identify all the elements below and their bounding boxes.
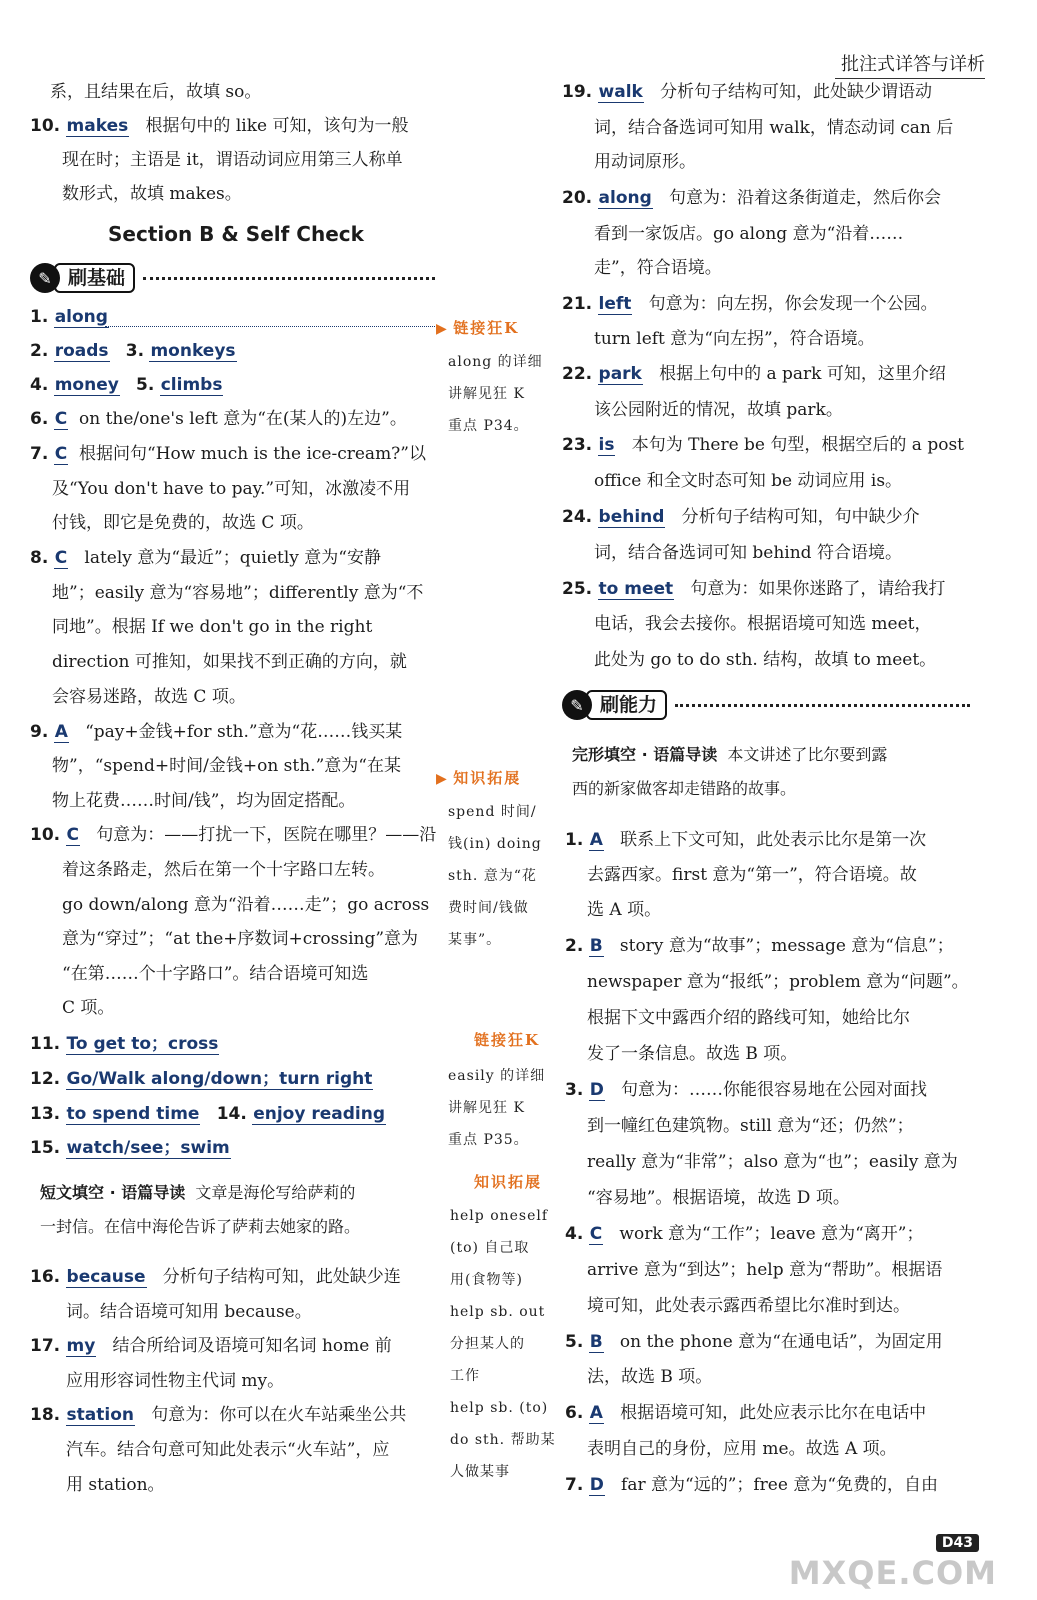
- question-number: 7.: [30, 444, 49, 464]
- answer: B: [589, 936, 603, 956]
- text-line: really 意为“非常”；also 意为“也”；easily 意为: [587, 1152, 958, 1172]
- question-9: [30, 720, 402, 744]
- side-note-line: along 的详细: [448, 354, 543, 370]
- answer: walk: [598, 82, 643, 102]
- answer: is: [598, 435, 615, 455]
- question-number: 13.: [30, 1104, 61, 1124]
- answer-item: [30, 305, 109, 329]
- question-number: 4.: [30, 375, 49, 395]
- text-line: office 和全文时态可知 be 动词应用 is。: [594, 471, 903, 491]
- text-line: 根据下文中露西介绍的路线可知，她给比尔: [587, 1008, 910, 1028]
- side-note-link-2: [474, 1024, 540, 1057]
- cloze-6: [565, 1401, 926, 1425]
- text-line: 意为“穿过”；“at the+序数词+crossing”意为: [62, 929, 419, 949]
- pencil-icon: ✎: [562, 690, 592, 720]
- cloze-7: [565, 1473, 938, 1497]
- question-number: 24.: [562, 507, 593, 527]
- question-number: 16.: [30, 1267, 61, 1287]
- question-number: 22.: [562, 364, 593, 384]
- text-line: 法，故选 B 项。: [587, 1367, 713, 1387]
- side-note-line: 人做某事: [450, 1464, 510, 1480]
- answer: makes: [66, 116, 129, 136]
- question-number: 12.: [30, 1069, 61, 1089]
- question-22: [562, 362, 946, 386]
- text-line: 会容易迷路，故选 C 项。: [52, 687, 246, 707]
- question-23: [562, 433, 964, 457]
- text-line: 用动词原形。: [594, 152, 696, 172]
- answer-item: [30, 1067, 373, 1091]
- answer: C: [54, 548, 68, 568]
- badge-basic: [30, 263, 435, 293]
- text-line: 电话，我会去接你。根据语境可知选 meet，: [594, 614, 932, 634]
- text-line: 到一幢红色建筑物。still 意为“还；仍然”；: [587, 1116, 914, 1136]
- answer-item: [30, 1032, 219, 1056]
- question-number: 9.: [30, 722, 49, 742]
- question-number: 3.: [565, 1080, 584, 1100]
- text-line: 用 station。: [66, 1475, 165, 1495]
- side-note-line: help oneself: [450, 1208, 549, 1224]
- question-number: 10.: [30, 116, 61, 136]
- question-number: 14.: [216, 1104, 247, 1124]
- text-line: 去露西家。first 意为“第一”，符合语境。故: [587, 865, 917, 885]
- question-number: 1.: [30, 307, 49, 327]
- text-line: 同地”。根据 If we don't go in the right: [52, 617, 373, 637]
- answer: left: [598, 294, 632, 314]
- text-line: 付钱，即它是免费的，故选 C 项。: [52, 513, 314, 533]
- text-line: 走”，符合语境。: [594, 258, 722, 278]
- answer: C: [589, 1224, 603, 1244]
- question-21: [562, 292, 938, 316]
- answer: watch/see；swim: [66, 1138, 230, 1158]
- side-note-line: easily 的详细: [448, 1068, 546, 1084]
- text-line: lately 意为“最近”；quietly 意为“安静: [84, 548, 381, 568]
- side-note-extension-1: [436, 762, 521, 795]
- text-line: on the phone 意为“在通电话”，为固定用: [619, 1332, 943, 1352]
- question-number: 18.: [30, 1405, 61, 1425]
- text-line: 系，且结果在后，故填 so。: [50, 82, 262, 102]
- question-number: 21.: [562, 294, 593, 314]
- text-line: 句意为：你可以在火车站乘坐公共: [151, 1405, 407, 1425]
- side-note-line: 重点 P35。: [448, 1132, 529, 1148]
- text-line: 句意为：……你能很容易地在公园对面找: [621, 1080, 928, 1100]
- question-number: 6.: [565, 1403, 584, 1423]
- side-note-title: 链接狂K: [474, 1031, 541, 1049]
- answer: station: [66, 1405, 134, 1425]
- question-number: 2.: [565, 936, 584, 956]
- answer-item: [30, 1136, 231, 1160]
- answer: B: [589, 1332, 603, 1352]
- text-line: 现在时；主语是 it，谓语动词应用第三人称单: [62, 150, 403, 170]
- text-line: direction 可推知，如果找不到正确的方向，就: [52, 652, 407, 672]
- question-number: 19.: [562, 82, 593, 102]
- text-line: 结合所给词及语境可知名词 home 前: [112, 1336, 392, 1356]
- question-number: 25.: [562, 579, 593, 599]
- answer: enjoy reading: [253, 1104, 386, 1124]
- text-line: 根据上句中的 a park 可知，这里介绍: [659, 364, 946, 384]
- text-line: 着这条路走，然后在第一个十字路口左转。: [62, 860, 385, 880]
- cloze-5: [565, 1330, 943, 1354]
- text-line: 汽车。结合句意可知此处表示“火车站”，应: [66, 1440, 390, 1460]
- guide-label: 完形填空 · 语篇导读: [572, 745, 718, 764]
- text-line: 句意为：向左拐，你会发现一个公园。: [648, 294, 938, 314]
- side-note-line: (to) 自己取: [450, 1240, 530, 1256]
- question-18: [30, 1403, 406, 1427]
- question-number: 15.: [30, 1138, 61, 1158]
- question-number: 23.: [562, 435, 593, 455]
- answer: D: [589, 1475, 604, 1495]
- side-note-line: help sb. (to): [450, 1400, 549, 1416]
- text-line: 选 A 项。: [587, 900, 662, 920]
- text-line: 物”，“spend+时间/金钱+on sth.”意为“在某: [52, 756, 401, 776]
- answer: money: [54, 375, 119, 395]
- answer: C: [54, 409, 68, 429]
- answer-item: [30, 373, 223, 397]
- side-note-line: sth. 意为“花: [448, 868, 537, 884]
- side-note-extension-2: [474, 1166, 542, 1199]
- page-number: D43: [936, 1534, 979, 1552]
- text-line: “容易地”。根据语境，故选 D 项。: [587, 1188, 850, 1208]
- text-line: “pay+金钱+for sth.”意为“花……钱买某: [85, 722, 403, 742]
- question-number: 20.: [562, 188, 593, 208]
- text-line: turn left 意为“向左拐”，符合语境。: [594, 329, 875, 349]
- answer: roads: [54, 341, 109, 361]
- text-line: 根据句中的 like 可知，该句为一般: [145, 116, 409, 136]
- reading-guide: [572, 738, 887, 772]
- pencil-icon: ✎: [30, 263, 60, 293]
- answer: along: [598, 188, 652, 208]
- question-10: [30, 114, 408, 138]
- question-number: 4.: [565, 1224, 584, 1244]
- text-line: 此处为 go to do sth. 结构，故填 to meet。: [594, 650, 937, 670]
- header-rule: [835, 78, 985, 79]
- answer: monkeys: [150, 341, 236, 361]
- question-number: 17.: [30, 1336, 61, 1356]
- text-line: 及“You don't have to pay.”可知，冰激凌不用: [52, 479, 411, 499]
- arrow-right-icon: ▶: [436, 321, 448, 337]
- text-line: 应用形容词性物主代词 my。: [66, 1371, 285, 1391]
- answer: Go/Walk along/down；turn right: [66, 1069, 373, 1089]
- answer: because: [66, 1267, 146, 1287]
- cloze-1: [565, 828, 926, 852]
- text-line: 该公园附近的情况，故填 park。: [594, 400, 843, 420]
- question-24: [562, 505, 920, 529]
- text-line: “在第……个十字路口”。结合语境可知选: [62, 964, 369, 984]
- text-line: 分析句子结构可知，此处缺少谓语动: [660, 82, 933, 102]
- text-line: 分析句子结构可知，此处缺少连: [162, 1267, 401, 1287]
- question-number: 3.: [125, 341, 145, 361]
- side-note-line: 工作: [450, 1368, 480, 1384]
- text-line: C 项。: [62, 998, 115, 1018]
- badge-label: 刷能力: [586, 690, 667, 720]
- answer: along: [54, 307, 108, 327]
- text-line: 词，结合备选词可知用 walk，情态动词 can 后: [594, 118, 954, 138]
- answer-item: [30, 339, 237, 363]
- side-note-title: 知识拓展: [474, 1173, 543, 1191]
- question-number: 5.: [565, 1332, 584, 1352]
- text-line: 本文讲述了比尔要到露: [727, 745, 888, 764]
- text-line: 根据问句“How much is the ice-cream?”以: [79, 444, 426, 464]
- question-25: [562, 577, 945, 601]
- badge-ability: [562, 690, 970, 720]
- question-7: [30, 442, 426, 466]
- dotted-rule: [143, 277, 435, 280]
- text-line: 词。结合语境可知用 because。: [66, 1302, 312, 1322]
- text-line: 西的新家做客却走错路的故事。: [572, 779, 797, 798]
- question-number: 11.: [30, 1034, 61, 1054]
- badge-label: 刷基础: [54, 263, 135, 293]
- text-line: work 意为“工作”；leave 意为“离开”；: [619, 1224, 924, 1244]
- question-17: [30, 1334, 392, 1358]
- side-note-line: 讲解见狂 K: [448, 386, 525, 402]
- text-line: far 意为“远的”；free 意为“免费的，自由: [621, 1475, 939, 1495]
- text-line: 地”；easily 意为“容易地”；differently 意为“不: [52, 583, 424, 603]
- guide-label: 短文填空 · 语篇导读: [40, 1183, 186, 1202]
- side-note-line: 钱(in) doing: [448, 836, 542, 852]
- text-line: 句意为：沿着这条街道走，然后你会: [669, 188, 941, 208]
- answer: A: [589, 830, 603, 850]
- text-line: 词，结合备选词可知 behind 符合语境。: [594, 543, 902, 563]
- text-line: 分析句子结构可知，句中缺少介: [681, 507, 920, 527]
- question-number: 5.: [136, 375, 155, 395]
- text-line: 表明自己的身份，应用 me。故选 A 项。: [587, 1439, 897, 1459]
- text-line: 句意为：如果你迷路了，请给我打: [690, 579, 946, 599]
- answer: to meet: [598, 579, 674, 599]
- question-6: [30, 407, 407, 431]
- arrow-right-icon: ▶: [436, 771, 448, 787]
- answer: my: [66, 1336, 96, 1356]
- text-line: 物上花费……时间/钱”，均为固定搭配。: [52, 791, 356, 811]
- question-number: 1.: [565, 830, 584, 850]
- cloze-3: [565, 1078, 927, 1102]
- text-line: 发了一条信息。故选 B 项。: [587, 1044, 798, 1064]
- side-note-line: spend 时间/: [448, 804, 537, 820]
- side-note-title: 链接狂K: [453, 319, 520, 337]
- answer: behind: [598, 507, 665, 527]
- question-20: [562, 186, 941, 210]
- dotted-rule: [675, 704, 970, 707]
- question-16: [30, 1265, 401, 1289]
- watermark: MXQE.COM: [788, 1554, 997, 1592]
- text-line: 境可知，此处表示露西希望比尔准时到达。: [587, 1296, 910, 1316]
- side-note-link-1: [436, 312, 519, 345]
- text-line: 文章是海伦写给萨莉的: [195, 1183, 356, 1202]
- cloze-4: [565, 1222, 924, 1246]
- side-note-line: 某事”。: [448, 932, 502, 948]
- text-line: 本句为 There be 句型，根据空后的 a post: [631, 435, 965, 455]
- answer: D: [589, 1080, 604, 1100]
- text-line: newspaper 意为“报纸”；problem 意为“问题”。: [587, 972, 969, 992]
- question-19: [562, 80, 932, 104]
- section-title: Section B & Self Check: [108, 222, 364, 246]
- side-note-line: 用(食物等): [450, 1272, 523, 1288]
- text-line: story 意为“故事”；message 意为“信息”；: [619, 936, 954, 956]
- question-number: 7.: [565, 1475, 584, 1495]
- header-title: 批注式详答与详析: [841, 54, 985, 75]
- text-line: on the/one's left 意为“在(某人的)左边”。: [79, 409, 407, 429]
- link-dotted-line: [105, 326, 435, 327]
- answer: C: [54, 444, 68, 464]
- cloze-2: [565, 934, 954, 958]
- answer: A: [54, 722, 68, 742]
- answer: C: [66, 825, 80, 845]
- side-note-line: help sb. out: [450, 1304, 546, 1320]
- answer: park: [598, 364, 642, 384]
- text-line: 根据语境可知，此处应表示比尔在电话中: [620, 1403, 927, 1423]
- text-line: go down/along 意为“沿着……走”；go across: [62, 895, 430, 915]
- question-number: 8.: [30, 548, 49, 568]
- answer: to spend time: [66, 1104, 200, 1124]
- question-number: 2.: [30, 341, 49, 361]
- question-number: 6.: [30, 409, 49, 429]
- side-note-line: 讲解见狂 K: [448, 1100, 525, 1116]
- side-note-line: 重点 P34。: [448, 418, 529, 434]
- text-line: 看到一家饭店。go along 意为“沿着……: [594, 224, 904, 244]
- text-line: 联系上下文可知，此处表示比尔是第一次: [620, 830, 927, 850]
- reading-guide: [40, 1176, 355, 1210]
- text-line: 句意为：——打扰一下，医院在哪里？——沿: [96, 825, 437, 845]
- question-10-choice: [30, 823, 436, 847]
- answer-item: [30, 1102, 386, 1126]
- side-note-line: 费时间/钱做: [448, 900, 529, 916]
- answer: A: [589, 1403, 603, 1423]
- answer: climbs: [160, 375, 223, 395]
- text-line: 数形式，故填 makes。: [62, 184, 242, 204]
- text-line: 一封信。在信中海伦告诉了萨莉去她家的路。: [40, 1217, 361, 1236]
- side-note-line: do sth. 帮助某: [450, 1432, 556, 1448]
- answer: To get to；cross: [66, 1034, 219, 1054]
- side-note-line: 分担某人的: [450, 1336, 525, 1352]
- text-line: arrive 意为“到达”；help 意为“帮助”。根据语: [587, 1260, 943, 1280]
- side-note-title: 知识拓展: [453, 769, 522, 787]
- question-8: [30, 546, 381, 570]
- question-number: 10.: [30, 825, 61, 845]
